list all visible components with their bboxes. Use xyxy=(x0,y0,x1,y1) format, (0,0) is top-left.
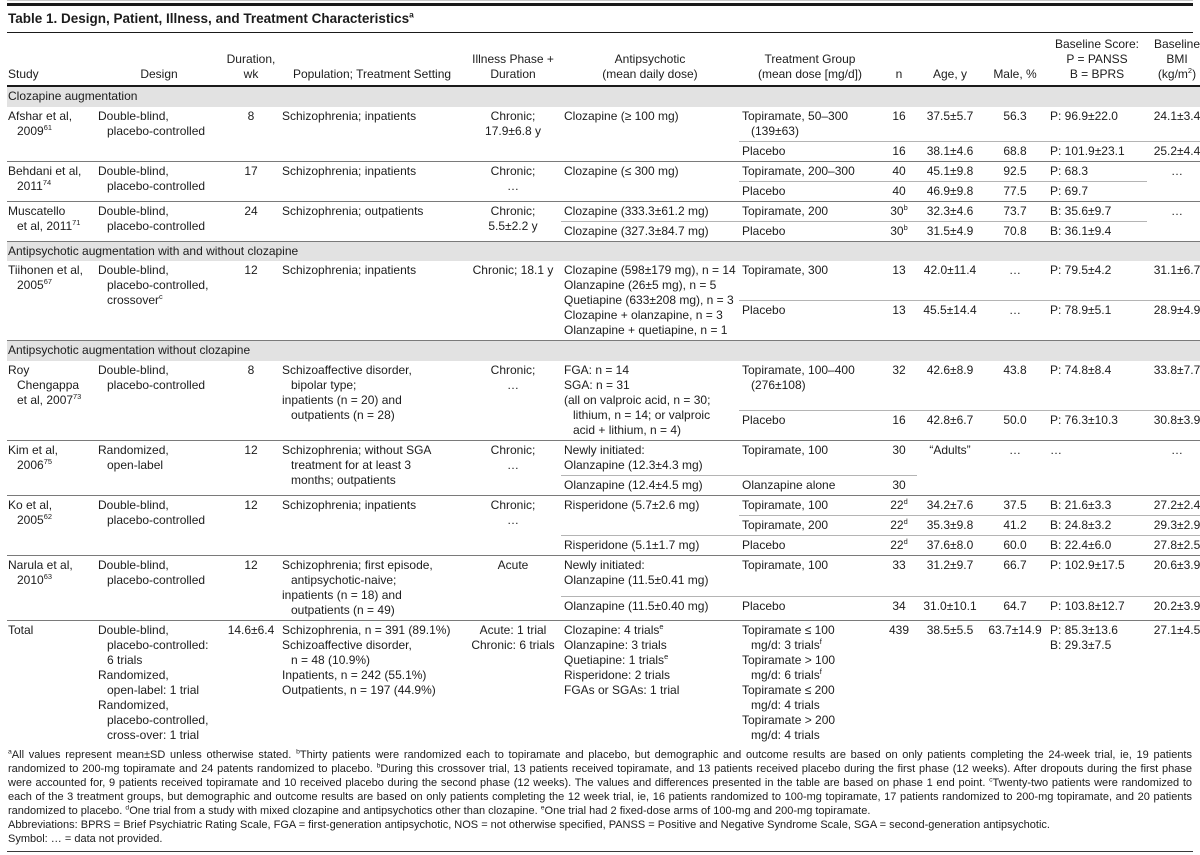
bmi-cell: 27.2±2.4 xyxy=(1147,495,1200,515)
base-cell: P: 85.3±13.6 B: 29.3±7.5 xyxy=(1047,620,1147,745)
duration-cell: 24 xyxy=(223,201,279,241)
superscript-marker: b xyxy=(903,202,908,212)
superscript-marker: 74 xyxy=(42,177,52,187)
base-cell: P: 101.9±23.1 xyxy=(1050,143,1125,158)
antipsychotic-cell: Clozapine (598±179 mg), n = 14 Olanzapine (26±5 mg), n = 5 Quetiapine (633±208 mg), n = 3 Clozapine + olanzapine, n = 3 Olanzapine + quetiapine, n = 1 xyxy=(564,263,736,337)
column-header-ill: Illness Phase + Duration xyxy=(465,33,561,86)
n-cell: 30$^b$ xyxy=(881,201,917,221)
study-cell: Roy Chengappa et al, 2007$^{73}$ xyxy=(8,362,82,407)
antipsychotic-cell: Clozapine (≥ 100 mg) xyxy=(564,108,679,123)
column-header-age: Age, y xyxy=(917,33,983,86)
superscript-marker: 61 xyxy=(43,122,52,132)
illness-phase-cell: Chronic; … xyxy=(490,362,536,392)
age-cell: 37.6±8.0 xyxy=(926,537,974,552)
treat-cell: Topiramate, 200–300 xyxy=(739,161,881,181)
male-cell: 56.3 xyxy=(983,107,1047,142)
base-cell: B: 24.8±3.2 xyxy=(1047,515,1147,535)
superscript-marker: 63 xyxy=(43,571,52,581)
study-cell: Kim et al, 2006$^{75}$ xyxy=(7,440,95,495)
base-cell: P: 76.3±10.3 xyxy=(1050,413,1118,428)
table-title: Table 1. Design, Patient, Illness, and Treatment Characteristics$^a$ xyxy=(7,6,1193,33)
male-cell: … xyxy=(983,440,1047,475)
bmi-cell: 24.1±3.4 xyxy=(1147,107,1200,142)
column-header-design: Design xyxy=(95,33,223,86)
population-cell: Schizophrenia; inpatients xyxy=(282,263,417,277)
treat-cell: Placebo xyxy=(742,413,786,428)
section-header-label: Clozapine augmentation xyxy=(7,86,1200,107)
superscript-marker: 73 xyxy=(73,391,82,401)
superscript-marker: f xyxy=(819,666,822,676)
table-header xyxy=(7,33,1200,86)
n-cell: 16 xyxy=(892,143,906,158)
bmi-cell: … xyxy=(1147,201,1200,221)
column-header-bmi: Baseline BMI $(kg/m^2)$ xyxy=(1147,33,1200,86)
base-cell xyxy=(1047,475,1147,495)
n-cell: 22$^d$ xyxy=(890,536,908,552)
population-cell: Schizophrenia; without SGA treatment for at least 3 months; outpatients xyxy=(279,440,465,495)
treat-cell: Topiramate, 100 xyxy=(739,440,881,475)
illness-phase-cell: Chronic; 17.9±6.8 y xyxy=(485,108,541,138)
base-cell: B: 35.6±9.7 xyxy=(1047,201,1147,221)
illness-phase-cell: Chronic; … xyxy=(465,495,561,555)
male-cell: 66.7 xyxy=(983,555,1047,596)
population-cell: Schizophrenia; outpatients xyxy=(279,201,465,241)
superscript-marker: d xyxy=(903,536,908,546)
illness-phase-cell: Acute: 1 trial Chronic: 6 trials xyxy=(465,620,561,745)
anti-cell xyxy=(561,515,739,535)
n-cell: 16 xyxy=(892,413,906,428)
bmi-cell: 20.2±3.9 xyxy=(1153,598,1200,613)
treat-cell: Placebo xyxy=(742,183,786,198)
bmi-cell: 31.1±6.7 xyxy=(1147,261,1200,300)
design-cell: Double-blind, placebo-controlled xyxy=(95,161,223,201)
section-header-row xyxy=(7,241,1200,261)
male-cell: 63.7±14.9 xyxy=(983,620,1047,745)
n-cell: 22$^d$ xyxy=(881,515,917,535)
age-cell: 32.3±4.6 xyxy=(917,201,983,221)
n-cell: 22$^d$ xyxy=(881,495,917,515)
male-cell: 64.7 xyxy=(1003,598,1027,613)
base-cell: B: 22.4±6.0 xyxy=(1050,537,1112,552)
bmi-cell: 33.8±7.7 xyxy=(1147,361,1200,411)
population-cell: Schizophrenia; inpatients xyxy=(282,108,417,123)
illness-phase-cell: Chronic; 18.1 y xyxy=(472,263,554,277)
treat-cell: Placebo xyxy=(742,537,786,552)
column-header-n: n xyxy=(881,33,917,86)
bottom-rule xyxy=(7,851,1193,852)
duration-cell: 17 xyxy=(223,161,279,201)
anti-cell: Clozapine (327.3±84.7 mg) xyxy=(564,223,709,238)
age-cell: 42.0±11.4 xyxy=(917,261,983,300)
column-header-male: Male, % xyxy=(983,33,1047,86)
male-cell: 68.8 xyxy=(1003,143,1027,158)
male-cell: 37.5 xyxy=(983,495,1047,515)
superscript-marker: d xyxy=(903,516,908,526)
duration-cell: 14.6±6.4 xyxy=(223,620,279,745)
anti-cell: Olanzapine (11.5±0.40 mg) xyxy=(564,598,709,613)
n-cell: 40 xyxy=(881,161,917,181)
male-cell: 73.7 xyxy=(983,201,1047,221)
design-cell: Double-blind, placebo-controlled xyxy=(95,495,223,555)
bmi-cell: 27.8±2.5 xyxy=(1153,537,1200,552)
n-cell: 30 xyxy=(881,440,917,475)
study-cell: Muscatello et al, 2011$^{71}$ xyxy=(7,201,95,241)
male-cell: 60.0 xyxy=(1003,537,1027,552)
male-cell xyxy=(983,475,1047,495)
footnote-marker: b xyxy=(296,747,300,755)
column-header-anti: Antipsychotic (mean daily dose) xyxy=(561,33,739,86)
study-cell: Ko et al, 2005$^{62}$ xyxy=(7,495,95,555)
base-cell: … xyxy=(1047,440,1147,475)
population-cell: Schizophrenia; inpatients xyxy=(279,495,465,555)
base-cell: P: 79.5±4.2 xyxy=(1047,261,1147,300)
superscript-marker: f xyxy=(819,636,822,646)
duration-cell: 12 xyxy=(223,555,279,620)
anti-cell: Newly initiated: Olanzapine (11.5±0.41 mg) xyxy=(561,555,739,596)
illness-phase-cell: Acute xyxy=(465,555,561,620)
age-cell: 46.9±9.8 xyxy=(926,183,974,198)
treat-cell: Placebo xyxy=(742,143,786,158)
illness-phase-cell: Chronic; … xyxy=(465,161,561,201)
anti-cell: Risperidone (5.7±2.6 mg) xyxy=(561,495,739,515)
treat-cell: Topiramate, 50–300 (139±63) xyxy=(739,107,881,142)
study-row xyxy=(7,161,1200,181)
bmi-cell xyxy=(1147,181,1200,201)
age-cell: 45.1±9.8 xyxy=(917,161,983,181)
study-cell: Afshar et al, 2009$^{61}$ xyxy=(8,108,73,138)
base-cell: P: 103.8±12.7 xyxy=(1050,598,1125,613)
bmi-cell: 30.8±3.9 xyxy=(1153,413,1200,428)
bmi-cell: … xyxy=(1147,440,1200,475)
treat-cell: Placebo xyxy=(742,302,786,317)
n-cell: 33 xyxy=(881,555,917,596)
age-cell: 31.2±9.7 xyxy=(917,555,983,596)
age-cell: 42.8±6.7 xyxy=(926,413,974,428)
base-cell: P: 96.9±22.0 xyxy=(1047,107,1147,142)
superscript-marker: b xyxy=(903,222,908,232)
bmi-cell: 20.6±3.9 xyxy=(1147,555,1200,596)
study-row xyxy=(7,361,1200,411)
design-cell: Double-blind, placebo-controlled, crossover$^c$ xyxy=(98,263,209,307)
study-cell: Narula et al, 2010$^{63}$ xyxy=(7,555,95,620)
footnote-marker: e xyxy=(540,803,545,811)
treat-cell: Placebo xyxy=(742,223,786,238)
study-row xyxy=(7,201,1200,221)
male-cell: 70.8 xyxy=(1003,223,1027,238)
column-header-pop: Population; Treatment Setting xyxy=(279,33,465,86)
base-cell: P: 78.9±5.1 xyxy=(1050,302,1112,317)
treat-cell: Topiramate, 200 xyxy=(739,515,881,535)
duration-cell: 12 xyxy=(223,440,279,495)
superscript-marker: 62 xyxy=(43,511,52,521)
study-row xyxy=(7,555,1200,596)
design-cell: Double-blind, placebo-controlled xyxy=(95,201,223,241)
population-cell: Schizophrenia, n = 391 (89.1%) Schizoaffective disorder, n = 48 (10.9%) Inpatients, n = 242 (55.1%) Outpatients, n = 197 (44.9%) xyxy=(279,620,465,745)
population-cell: Schizoaffective disorder, bipolar type; inpatients (n = 20) and outpatients (n = 28) xyxy=(282,362,412,422)
column-header-dur: Duration, wk xyxy=(223,33,279,86)
base-cell: P: 69.7 xyxy=(1050,183,1089,198)
top-hairline-rule xyxy=(7,0,1193,1)
design-cell: Double-blind, placebo-controlled xyxy=(95,555,223,620)
treat-cell: Topiramate, 200 xyxy=(739,201,881,221)
section-header-label: Antipsychotic augmentation without clozapine xyxy=(7,341,1200,361)
n-cell: 13 xyxy=(892,302,906,317)
antipsychotic-cell: Clozapine (≤ 300 mg) xyxy=(561,161,739,201)
footnote-paragraph: Abbreviations: BPRS = Brief Psychiatric Rating Scale, FGA = first-generation antipsychotic, NOS = not otherwise specified, PANSS = Positive and Negative Syndrome Scale, SGA = second-generation antipsychotic. xyxy=(8,818,1050,831)
duration-cell: 12 xyxy=(223,495,279,555)
study-row xyxy=(7,261,1200,300)
n-cell: 30 xyxy=(892,477,906,492)
n-cell: 40 xyxy=(892,183,906,198)
treat-cell: Placebo xyxy=(742,598,786,613)
age-cell: 34.2±7.6 xyxy=(917,495,983,515)
age-cell: 35.3±9.8 xyxy=(917,515,983,535)
design-cell: Double-blind, placebo-controlled: 6 trials Randomized, open-label: 1 trial Randomized, placebo-controlled, cross-over: 1 trial xyxy=(95,620,223,745)
age-cell: “Adults” xyxy=(917,440,983,475)
population-cell: Schizophrenia; first episode, antipsychotic-naive; inpatients (n = 18) and outpatients (n = 49) xyxy=(279,555,465,620)
duration-cell: 8 xyxy=(247,108,255,123)
superscript-marker: e xyxy=(664,651,669,661)
bmi-cell: 25.2±4.4 xyxy=(1153,143,1200,158)
male-cell: 50.0 xyxy=(1003,413,1027,428)
superscript-marker: 75 xyxy=(43,456,52,466)
treat-cell: Topiramate ≤ 100 mg/d: 3 trials$^f$ Topiramate > 100 mg/d: 6 trials$^f$ Topiramate ≤ 200 mg/d: 4 trials Topiramate > 200 mg/d: 4 trials xyxy=(739,620,881,745)
footnote-marker: c xyxy=(989,775,993,783)
male-cell: 92.5 xyxy=(983,161,1047,181)
section-header-row xyxy=(7,86,1200,107)
superscript-marker: e xyxy=(659,621,664,631)
duration-cell: 8 xyxy=(247,362,255,377)
study-row xyxy=(7,495,1200,515)
column-header-study: Study xyxy=(7,33,95,86)
male-cell: 43.8 xyxy=(983,361,1047,411)
superscript-marker: c xyxy=(159,292,163,301)
footnote-marker: d xyxy=(125,803,130,811)
age-cell: 45.5±14.4 xyxy=(923,302,977,317)
treat-cell: Topiramate, 100 xyxy=(739,555,881,596)
anti-cell: Risperidone (5.1±1.7 mg) xyxy=(564,537,700,552)
footnote-paragraph: $^a$All values represent mean±SD unless otherwise stated. $^b$Thirty patients were randomized each to topiramate and placebo, but demographic and outcome results are based on only patients completing the 24-week trial, ie, 19 patients randomized to 200-mg topiramate and 24 patents randomized to placebo. $^b$During this crossover trial, 13 patients received topiramate, and 13 patients received placebo during the first phase (12 weeks). After dropouts during the first phase were accounted for, 9 patients received topiramate and 10 received placebo during the second phase (12 weeks). The values and differences presented in the table are based on phase 1 end point. $^c$Twenty-two patients were randomized to each of the 3 treatment groups, but demographic and outcome results are based on only patients completing the 12 week trial, ie, 16 patients randomized to 100-mg topiramate, 17 patients randomized to 200-mg topiramate, and 20 patients randomized to placebo. $^d$One trial from a study with mixed clozapine and antipsychotics other than clozapine. $^e$One trial had 2 fixed-dose arms of 100-mg and 200-mg topiramate. xyxy=(8,747,1192,817)
antipsychotic-cell: FGA: n = 14 SGA: n = 31 (all on valproic acid, n = 30; lithium, n = 14; or valproic acid + lithium, n = 4) xyxy=(564,362,711,437)
bmi-cell: 27.1±4.5 xyxy=(1147,620,1200,745)
treat-cell: Olanzapine alone xyxy=(742,477,836,492)
age-cell: 42.6±8.9 xyxy=(917,361,983,411)
antipsychotic-cell: Clozapine: 4 trials$^e$ Olanzapine: 3 trials Quetiapine: 1 trials$^e$ Risperidone: 2 trials FGAs or SGAs: 1 trial xyxy=(561,620,739,745)
base-cell: B: 21.6±3.3 xyxy=(1047,495,1147,515)
study-row xyxy=(7,440,1200,475)
superscript-marker: 71 xyxy=(72,217,81,227)
section-header-row xyxy=(7,341,1200,361)
anti-cell: Olanzapine (12.4±4.5 mg) xyxy=(564,477,703,492)
age-cell xyxy=(917,475,983,495)
footnote-paragraph: Symbol: … = data not provided. xyxy=(8,832,163,845)
design-cell: Double-blind, placebo-controlled xyxy=(98,362,206,392)
illness-phase-cell: Chronic; 5.5±2.2 y xyxy=(465,201,561,241)
superscript-marker: 2 xyxy=(1187,66,1193,75)
study-row xyxy=(7,620,1200,745)
bmi-cell: 29.3±2.9 xyxy=(1147,515,1200,535)
treat-cell: Topiramate, 100 xyxy=(739,495,881,515)
superscript-marker: a xyxy=(409,9,414,20)
male-cell: 77.5 xyxy=(1003,183,1027,198)
male-cell: … xyxy=(983,261,1047,300)
n-cell: 34 xyxy=(892,598,906,613)
treat-cell: Topiramate, 100–400 (276±108) xyxy=(739,361,881,411)
column-header-base: Baseline Score: P = PANSS B = BPRS xyxy=(1047,33,1147,86)
n-cell: 16 xyxy=(881,107,917,142)
bmi-cell xyxy=(1147,221,1200,241)
design-cell: Double-blind, placebo-controlled xyxy=(98,108,206,138)
superscript-marker: 67 xyxy=(43,277,52,286)
anti-cell: Newly initiated: Olanzapine (12.3±4.3 mg) xyxy=(561,440,739,475)
bmi-cell: … xyxy=(1147,161,1200,181)
base-cell: P: 74.8±8.4 xyxy=(1047,361,1147,411)
base-cell: P: 68.3 xyxy=(1047,161,1147,181)
footnote-marker: a xyxy=(8,747,12,755)
base-cell: P: 102.9±17.5 xyxy=(1047,555,1147,596)
male-cell: 41.2 xyxy=(983,515,1047,535)
n-cell: 30$^b$ xyxy=(890,222,908,238)
treat-cell: Topiramate, 300 xyxy=(739,261,881,300)
footnote-marker: b xyxy=(376,761,381,769)
n-cell: 439 xyxy=(881,620,917,745)
study-cell: Behdani et al, 2011$^{74}$ xyxy=(7,161,95,201)
superscript-marker: d xyxy=(903,496,908,506)
design-cell: Randomized, open-label xyxy=(95,440,223,495)
bmi-cell xyxy=(1147,475,1200,495)
study-cell: Tiihonen et al, 2005$^{67}$ xyxy=(8,263,83,292)
age-cell: 31.0±10.1 xyxy=(923,598,977,613)
age-cell: 38.5±5.5 xyxy=(917,620,983,745)
n-cell: 32 xyxy=(881,361,917,411)
age-cell: 31.5±4.9 xyxy=(926,223,974,238)
age-cell: 37.5±5.7 xyxy=(917,107,983,142)
footnotes xyxy=(7,745,1193,850)
bmi-cell: 28.9±4.9 xyxy=(1153,302,1200,317)
column-header-treat: Treatment Group (mean dose [mg/d]) xyxy=(739,33,881,86)
illness-phase-cell: Chronic; … xyxy=(465,440,561,495)
anti-cell: Clozapine (333.3±61.2 mg) xyxy=(561,201,739,221)
study-row xyxy=(7,107,1200,142)
characteristics-table xyxy=(7,33,1200,745)
base-cell: B: 36.1±9.4 xyxy=(1050,223,1112,238)
n-cell: 13 xyxy=(881,261,917,300)
duration-cell: 12 xyxy=(244,263,258,277)
population-cell: Schizophrenia; inpatients xyxy=(279,161,465,201)
section-header-label: Antipsychotic augmentation with and without clozapine xyxy=(7,241,1200,261)
male-cell: … xyxy=(1009,302,1021,317)
age-cell: 38.1±4.6 xyxy=(926,143,974,158)
study-cell: Total xyxy=(7,620,95,745)
